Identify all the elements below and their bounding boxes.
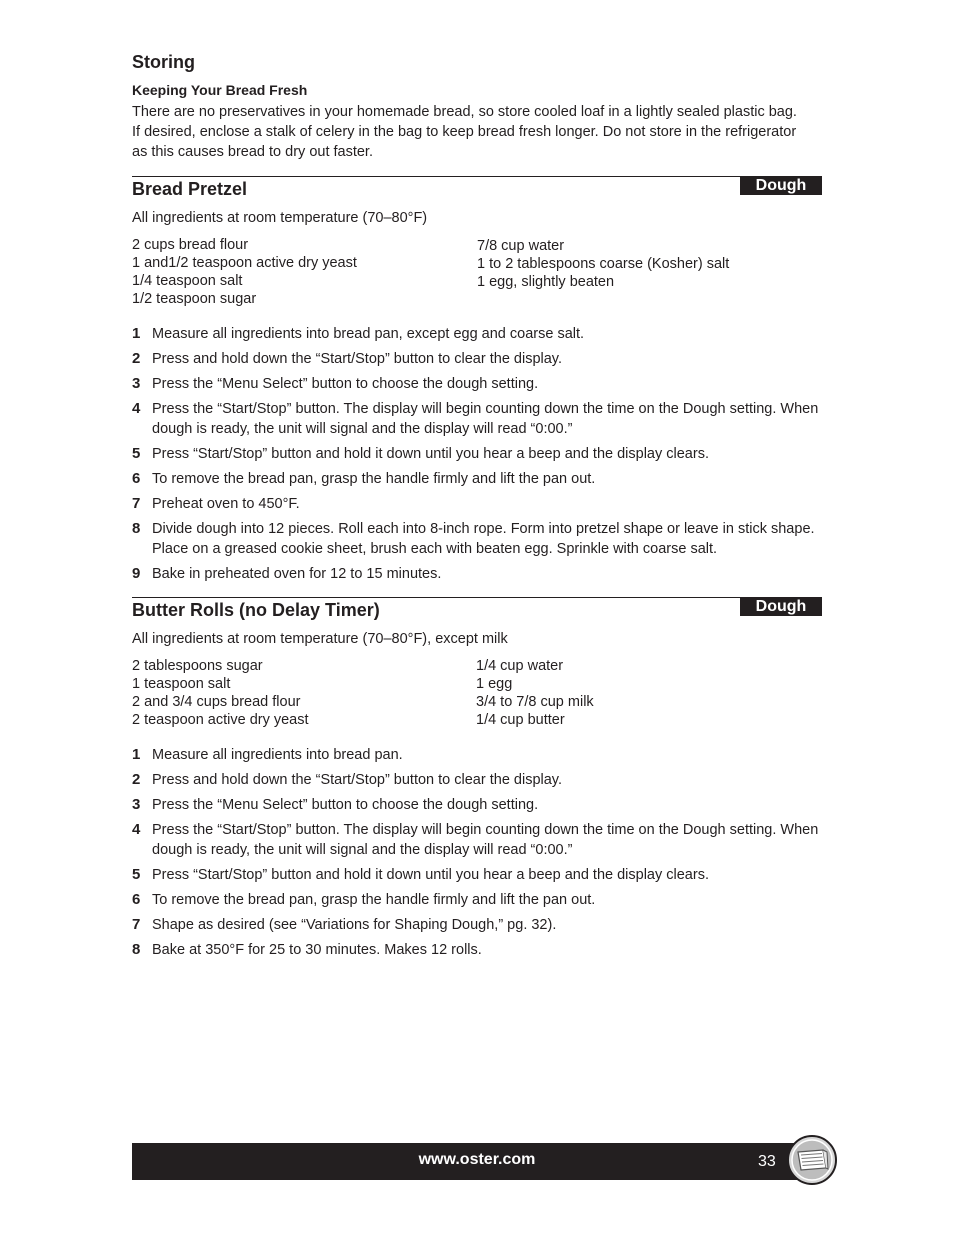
step-text: Press the “Start/Stop” button. The display will begin counting down the time on the Dough setting. When dough is ready, the unit will signal and the display will read “0:00.” (152, 401, 819, 437)
storing-line: There are no preservatives in your homemade bread, so store cooled loaf in a lightly sealed plastic bag. (132, 104, 797, 120)
storing-heading: Storing (132, 52, 195, 72)
step-number: 1 (132, 325, 141, 342)
step-number: 5 (132, 445, 141, 462)
step-number: 7 (132, 495, 141, 512)
step-number: 2 (132, 350, 141, 367)
ingredient: 1/2 teaspoon sugar (132, 291, 257, 307)
step-text: Measure all ingredients into bread pan. (152, 747, 403, 763)
ingredient: 1/4 cup butter (476, 712, 565, 728)
pretzel-ingredients-left (132, 236, 357, 308)
pretzel-steps (132, 324, 822, 589)
rolls-steps (132, 745, 822, 965)
step-text: Bake in preheated oven for 12 to 15 minutes. (152, 566, 442, 582)
step-item (132, 865, 822, 885)
dough-setting-badge: Dough (740, 598, 822, 616)
step-item (132, 890, 822, 910)
step-text: Press and hold down the “Start/Stop” button to clear the display. (152, 772, 562, 788)
step-item (132, 745, 822, 765)
section-divider (132, 176, 822, 177)
step-item (132, 564, 822, 584)
step-text: Press the “Start/Stop” button. The display will begin counting down the time on the Dough setting. When dough is ready, the unit will signal and the display will read “0:00.” (152, 822, 819, 858)
step-number: 4 (132, 400, 141, 417)
rolls-ingredients-right (476, 657, 594, 729)
step-item (132, 519, 822, 559)
step-number: 6 (132, 891, 141, 908)
step-text: Measure all ingredients into bread pan, except egg and coarse salt. (152, 326, 585, 342)
step-number: 6 (132, 470, 141, 487)
step-item (132, 940, 822, 960)
pretzel-ingredients-right (477, 237, 729, 291)
ingredient: 2 and 3/4 cups bread flour (132, 694, 301, 710)
page-footer (132, 1143, 822, 1180)
storing-subheading: Keeping Your Bread Fresh (132, 82, 308, 98)
step-text: To remove the bread pan, grasp the handle firmly and lift the pan out. (152, 892, 596, 908)
step-text: Press and hold down the “Start/Stop” button to clear the display. (152, 351, 562, 367)
step-item (132, 795, 822, 815)
pretzel-note: All ingredients at room temperature (70–80°F) (132, 210, 428, 226)
step-item (132, 374, 822, 394)
recipe-book-icon (787, 1135, 837, 1185)
step-number: 8 (132, 520, 141, 537)
step-number: 7 (132, 916, 141, 933)
step-number: 4 (132, 821, 141, 838)
step-text: Press the “Menu Select” button to choose the dough setting. (152, 376, 539, 392)
step-item (132, 820, 822, 860)
ingredient: 7/8 cup water (477, 238, 565, 254)
rolls-note: All ingredients at room temperature (70–80°F), except milk (132, 631, 508, 647)
ingredient: 1/4 cup water (476, 658, 564, 674)
ingredient: 2 cups bread flour (132, 237, 249, 253)
ingredient: 1 egg, slightly beaten (477, 274, 615, 290)
step-text: Preheat oven to 450°F. (152, 496, 300, 512)
ingredient: 2 tablespoons sugar (132, 658, 263, 674)
step-text: Divide dough into 12 pieces. Roll each into 8-inch rope. Form into pretzel shape or leave in stick shape. Place on a greased cookie sheet, brush each with beaten egg. Sprinkle with coarse salt. (152, 521, 815, 557)
page-number: 33 (758, 1153, 776, 1170)
ingredient: 1 egg (476, 676, 513, 692)
storing-paragraph (132, 102, 832, 162)
step-item (132, 770, 822, 790)
ingredient: 2 teaspoon active dry yeast (132, 712, 309, 728)
pretzel-title: Bread Pretzel (132, 179, 248, 199)
step-number: 5 (132, 866, 141, 883)
step-item (132, 349, 822, 369)
ingredient: 1 to 2 tablespoons coarse (Kosher) salt (477, 256, 730, 272)
ingredient: 1 and1/2 teaspoon active dry yeast (132, 255, 357, 271)
website-link[interactable]: www.oster.com (418, 1151, 536, 1168)
step-item (132, 469, 822, 489)
rolls-ingredients-left (132, 657, 309, 729)
step-number: 8 (132, 941, 141, 958)
step-number: 1 (132, 746, 141, 763)
step-item (132, 444, 822, 464)
step-text: Press “Start/Stop” button and hold it down until you hear a beep and the display clears. (152, 446, 709, 462)
step-text: To remove the bread pan, grasp the handle firmly and lift the pan out. (152, 471, 596, 487)
step-item (132, 915, 822, 935)
step-number: 3 (132, 375, 141, 392)
step-text: Press “Start/Stop” button and hold it down until you hear a beep and the display clears. (152, 867, 709, 883)
step-item (132, 399, 822, 439)
step-text: Shape as desired (see “Variations for Shaping Dough,” pg. 32). (152, 917, 557, 933)
ingredient: 3/4 to 7/8 cup milk (476, 694, 594, 710)
dough-setting-badge: Dough (740, 177, 822, 195)
ingredient: 1 teaspoon salt (132, 676, 231, 692)
step-text: Press the “Menu Select” button to choose the dough setting. (152, 797, 539, 813)
storing-line: If desired, enclose a stalk of celery in the bag to keep bread fresh longer. Do not store in the refrigerator (132, 124, 797, 140)
rolls-title: Butter Rolls (no Delay Timer) (132, 600, 380, 620)
step-number: 3 (132, 796, 141, 813)
step-item (132, 324, 822, 344)
step-number: 2 (132, 771, 141, 788)
section-divider (132, 597, 822, 598)
step-text: Bake at 350°F for 25 to 30 minutes. Makes 12 rolls. (152, 942, 482, 958)
storing-line: as this causes bread to dry out faster. (132, 144, 373, 160)
step-number: 9 (132, 565, 141, 582)
ingredient: 1/4 teaspoon salt (132, 273, 243, 289)
step-item (132, 494, 822, 514)
